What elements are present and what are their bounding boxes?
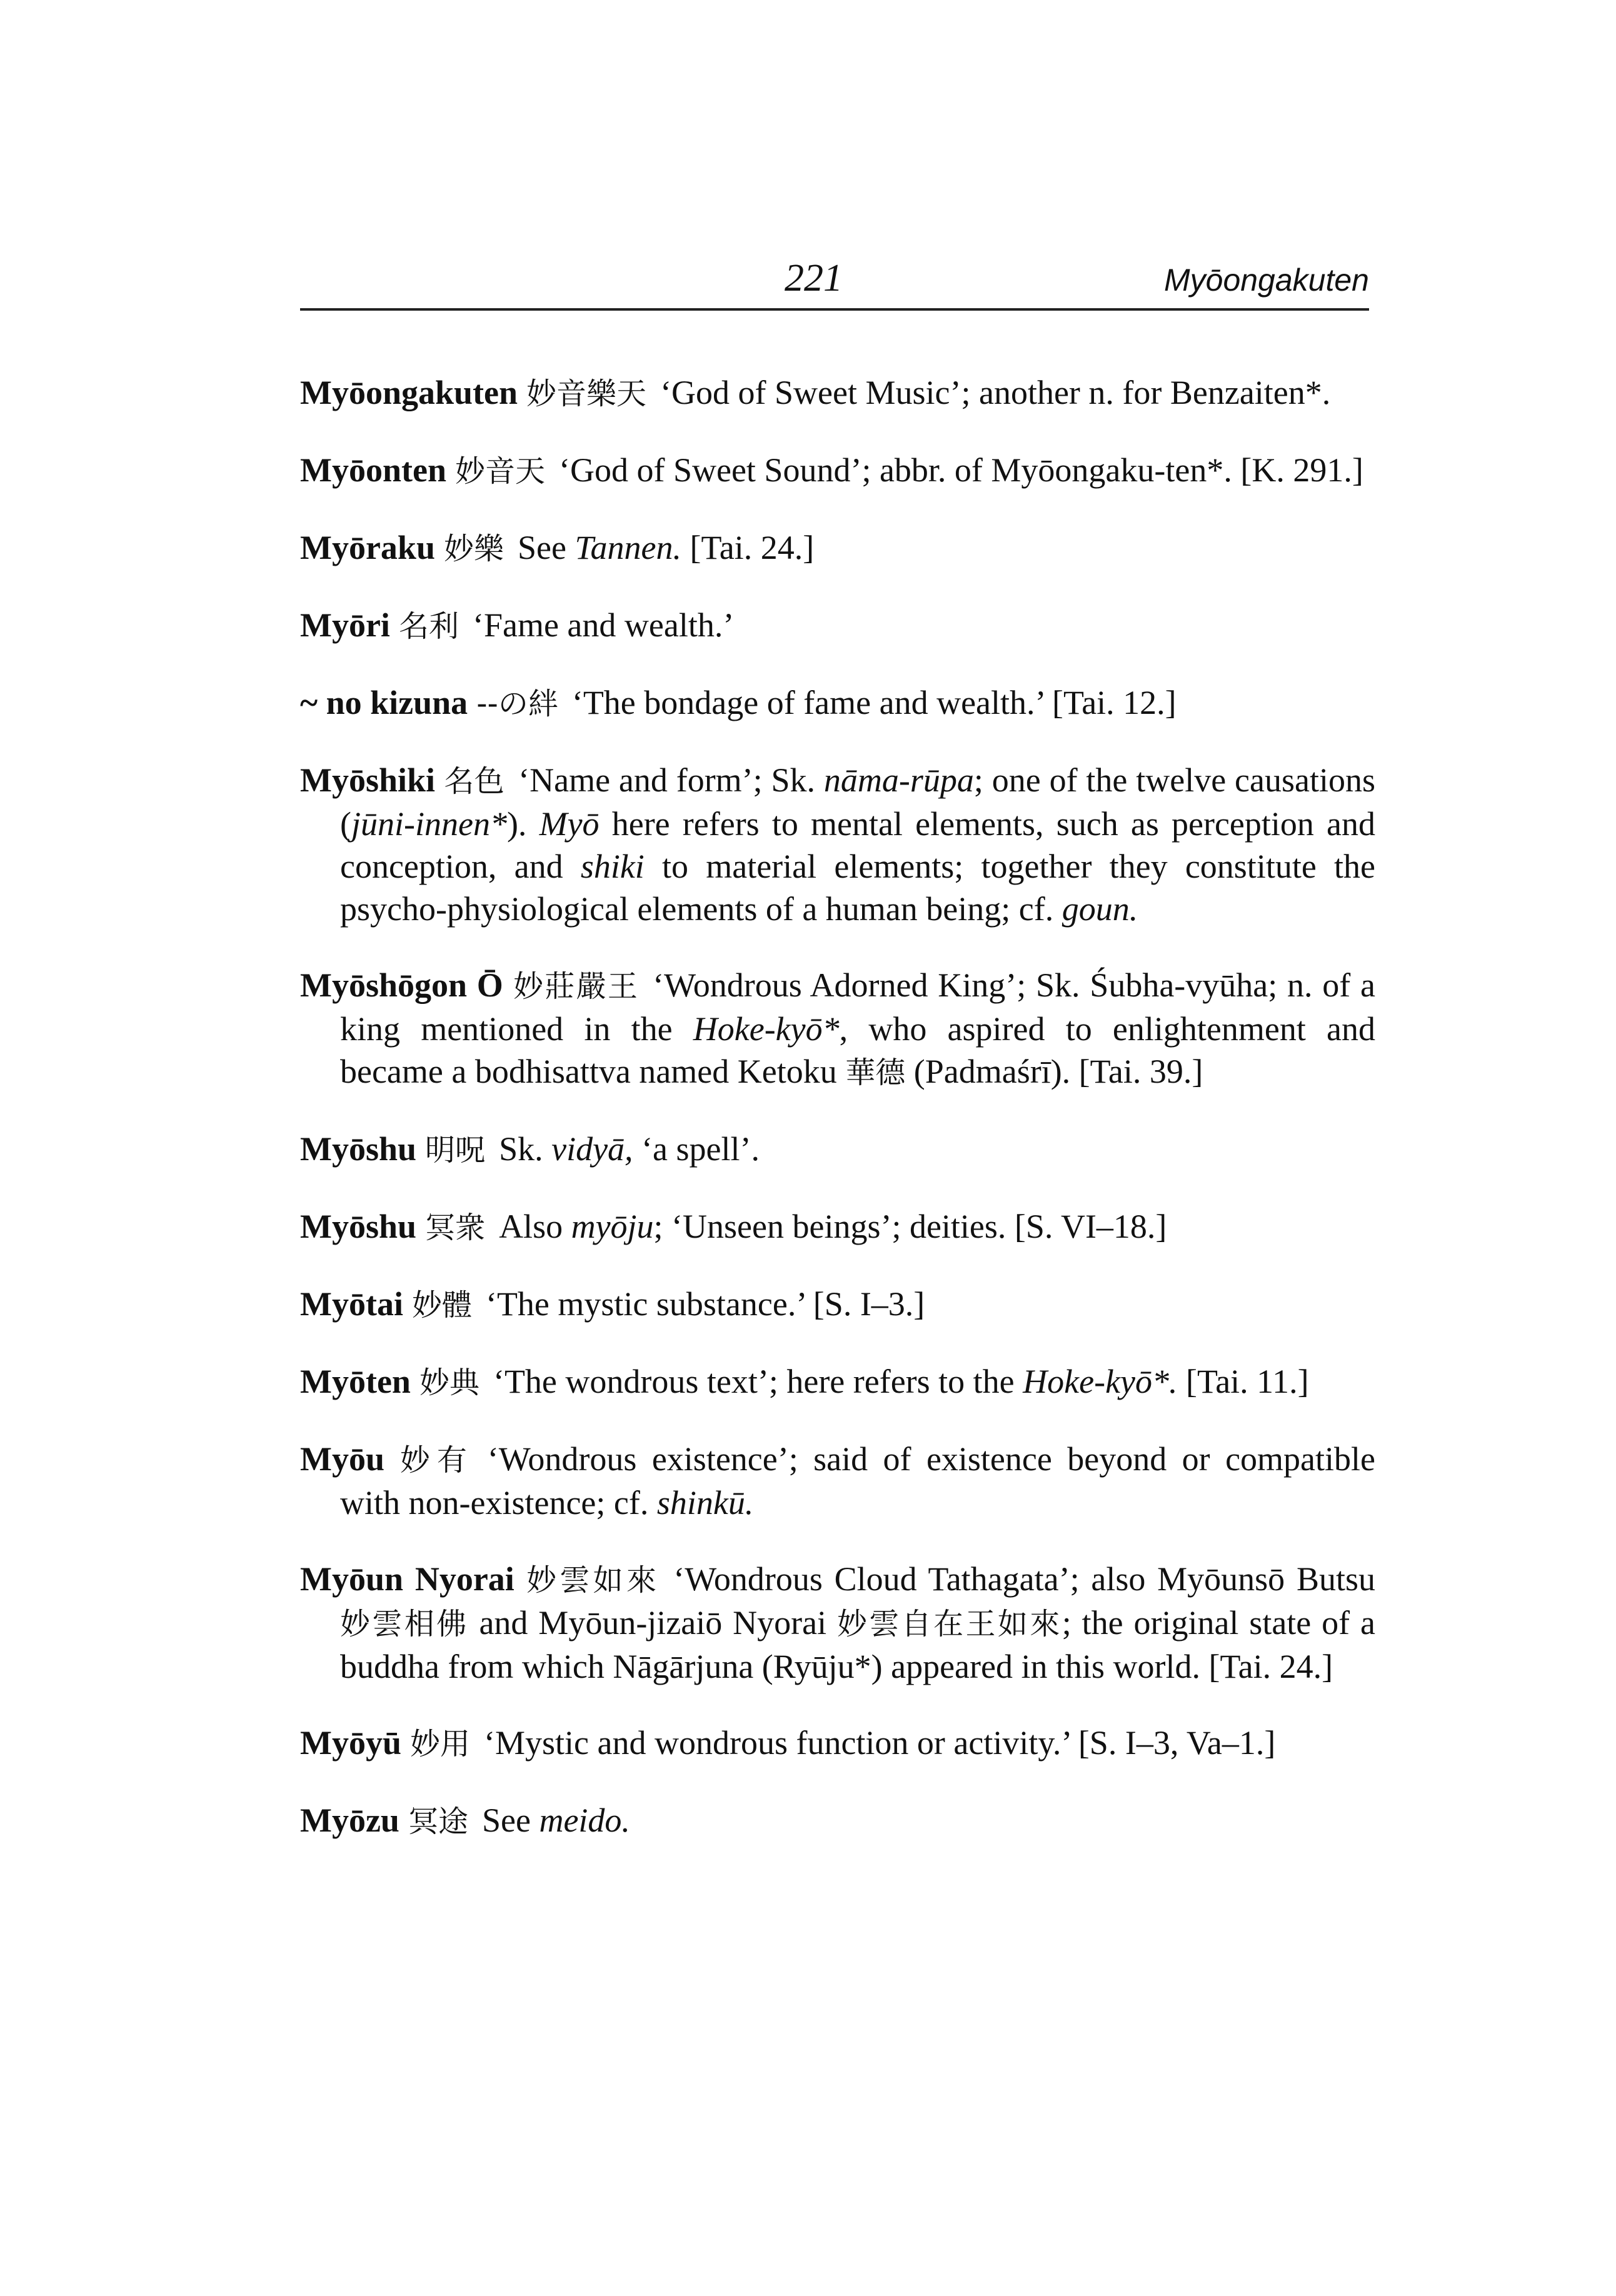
entry-italic-term: Myō bbox=[539, 805, 600, 843]
entry-no-kizuna bbox=[300, 681, 1375, 725]
entry-myoun-nyorai bbox=[300, 1558, 1375, 1688]
entry-kanji: 妙莊嚴王 bbox=[511, 969, 640, 1004]
entry-inline-kanji: 妙雲相佛 bbox=[340, 1607, 469, 1642]
entry-kanji: 妙音天 bbox=[454, 454, 545, 489]
entry-myoshu-spell bbox=[300, 1128, 1375, 1171]
entry-headword: Myōshu bbox=[300, 1130, 417, 1168]
entry-headword: Myōshu bbox=[300, 1208, 417, 1245]
entry-kanji: 妙有 bbox=[393, 1443, 474, 1478]
entry-definition-part: Also bbox=[499, 1208, 571, 1245]
entry-italic-term: nāma-rūpa bbox=[823, 761, 974, 799]
entry-italic-term: myōju bbox=[571, 1208, 654, 1245]
entry-headword: Myōraku bbox=[300, 529, 435, 566]
entry-definition: ‘The bondage of fame and wealth.’ [Tai. 12.] bbox=[571, 684, 1177, 721]
entry-definition: ‘The mystic substance.’ [S. I–3.] bbox=[485, 1285, 925, 1323]
entry-kanji: 妙典 bbox=[419, 1365, 479, 1400]
page-number: 221 bbox=[785, 257, 843, 299]
entry-myoshogon-o bbox=[300, 964, 1375, 1094]
entry-kanji: 冥衆 bbox=[425, 1210, 486, 1245]
entry-definition-part: ). bbox=[506, 805, 540, 843]
entry-headword: Myōshiki bbox=[300, 761, 436, 799]
entry-inline-kanji: 妙雲自在王如來 bbox=[836, 1607, 1062, 1642]
entry-kanji: 妙音樂天 bbox=[526, 376, 647, 411]
entry-kanji: 明呪 bbox=[425, 1133, 486, 1168]
entry-headword: Myōyū bbox=[300, 1724, 401, 1762]
entry-headword: Myōten bbox=[300, 1363, 411, 1400]
entry-definition: ‘Mystic and wondrous function or activity.’ [S. I–3, Va–1.] bbox=[484, 1724, 1276, 1762]
entry-headword: Myōshōgon Ō bbox=[300, 966, 503, 1004]
entry-definition-part: ‘The wondrous text’; here refers to the bbox=[493, 1363, 1023, 1400]
entry-kanji: 名色 bbox=[444, 764, 505, 799]
entry-myotai bbox=[300, 1283, 1375, 1326]
entry-definition-part: ; one of the twelve causations ( bbox=[340, 761, 1375, 843]
entry-myori bbox=[300, 604, 1375, 648]
entry-myoongakuten bbox=[300, 371, 1375, 415]
entry-citation: [Tai. 24.] bbox=[681, 529, 815, 566]
entry-headword: Myōzu bbox=[300, 1802, 399, 1839]
page-header bbox=[300, 253, 1369, 311]
entry-headword: Myōtai bbox=[300, 1285, 403, 1323]
entry-italic-term: shinkū. bbox=[656, 1484, 754, 1521]
entry-definition-part: ‘Wondrous Adorned King’; Sk. Śubha-vyūha; n. of a king mentioned in the bbox=[340, 966, 1375, 1048]
entry-definition: ‘God of Sweet Music’; another n. for Benzaiten*. bbox=[660, 374, 1331, 411]
entry-list bbox=[300, 338, 1375, 1857]
entry-myoshiki bbox=[300, 759, 1375, 930]
entry-definition-part: ‘Wondrous Cloud Tathagata’; also Myōunsō Butsu bbox=[673, 1560, 1375, 1598]
entry-definition-part: and Myōun-jizaiō Nyorai bbox=[468, 1604, 837, 1642]
entry-headword: Myōu bbox=[300, 1440, 384, 1478]
entry-definition-part: here refers to mental elements, such as perception and conception, and bbox=[340, 805, 1376, 885]
entry-cross-reference: meido. bbox=[539, 1802, 630, 1839]
entry-italic-term: shiki bbox=[580, 848, 645, 885]
entry-definition-part: ‘Wondrous existence’; said of existence beyond or compatible with non-existence; cf. bbox=[340, 1440, 1375, 1521]
entry-definition-part: (Padmaśrī). [Tai. 39.] bbox=[905, 1053, 1203, 1090]
entry-myozu bbox=[300, 1799, 1375, 1843]
running-head: Myōongakuten bbox=[1163, 263, 1369, 298]
entry-italic-term: Hoke-kyō*. bbox=[1023, 1363, 1178, 1400]
entry-italic-term: vidyā, bbox=[551, 1130, 633, 1168]
entry-kanji: 名利 bbox=[398, 609, 459, 644]
entry-kanji: --の絆 bbox=[476, 686, 558, 721]
entry-definition: ‘Fame and wealth.’ bbox=[472, 606, 735, 644]
entry-myoten bbox=[300, 1360, 1375, 1404]
entry-myoraku bbox=[300, 526, 1375, 570]
entry-italic-term: jūni-innen* bbox=[351, 805, 507, 843]
entry-myoonten bbox=[300, 449, 1375, 493]
entry-definition-part: to material elements; together they constitute the psycho-physiological elements of a human being; cf. bbox=[340, 848, 1375, 928]
entry-headword: Myōongakuten bbox=[300, 374, 518, 411]
entry-definition-part: ‘Name and form’; Sk. bbox=[518, 761, 824, 799]
entry-cross-reference: Tannen. bbox=[575, 529, 682, 566]
entry-inline-kanji: 華德 bbox=[845, 1055, 906, 1090]
entry-definition: See bbox=[518, 529, 575, 566]
entry-citation: [Tai. 11.] bbox=[1177, 1363, 1309, 1400]
entry-definition: ‘God of Sweet Sound’; abbr. of Myōongaku-ten*. [K. 291.] bbox=[559, 451, 1363, 489]
entry-headword: Myōri bbox=[300, 606, 390, 644]
entry-kanji: 妙雲如來 bbox=[523, 1563, 660, 1598]
entry-definition-part: , who aspired to enlightenment and became a bodhisattva named Ketoku bbox=[340, 1010, 1375, 1090]
entry-myoyu bbox=[300, 1722, 1375, 1765]
entry-definition-part: See bbox=[481, 1802, 540, 1839]
entry-definition-part: ; the original state of a buddha from which Nāgārjuna (Ryūju*) appeared in this world. [Tai. 24.] bbox=[340, 1604, 1375, 1685]
entry-myou bbox=[300, 1438, 1375, 1524]
entry-kanji: 妙樂 bbox=[444, 531, 504, 566]
entry-headword: ~ no kizuna bbox=[300, 684, 468, 721]
entry-italic-term: Hoke-kyō* bbox=[693, 1010, 840, 1048]
entry-italic-term: goun. bbox=[1061, 890, 1138, 928]
entry-kanji: 冥途 bbox=[408, 1804, 468, 1839]
entry-headword: Myōun Nyorai bbox=[300, 1560, 514, 1598]
entry-definition-part: ‘a spell’. bbox=[633, 1130, 760, 1168]
entry-myoshu-unseen bbox=[300, 1205, 1375, 1249]
entry-kanji: 妙體 bbox=[411, 1288, 472, 1323]
entry-headword: Myōonten bbox=[300, 451, 446, 489]
entry-definition-part: ; ‘Unseen beings’; deities. [S. VI–18.] bbox=[653, 1208, 1167, 1245]
entry-kanji: 妙用 bbox=[410, 1727, 471, 1762]
entry-definition-part: Sk. bbox=[499, 1130, 552, 1168]
